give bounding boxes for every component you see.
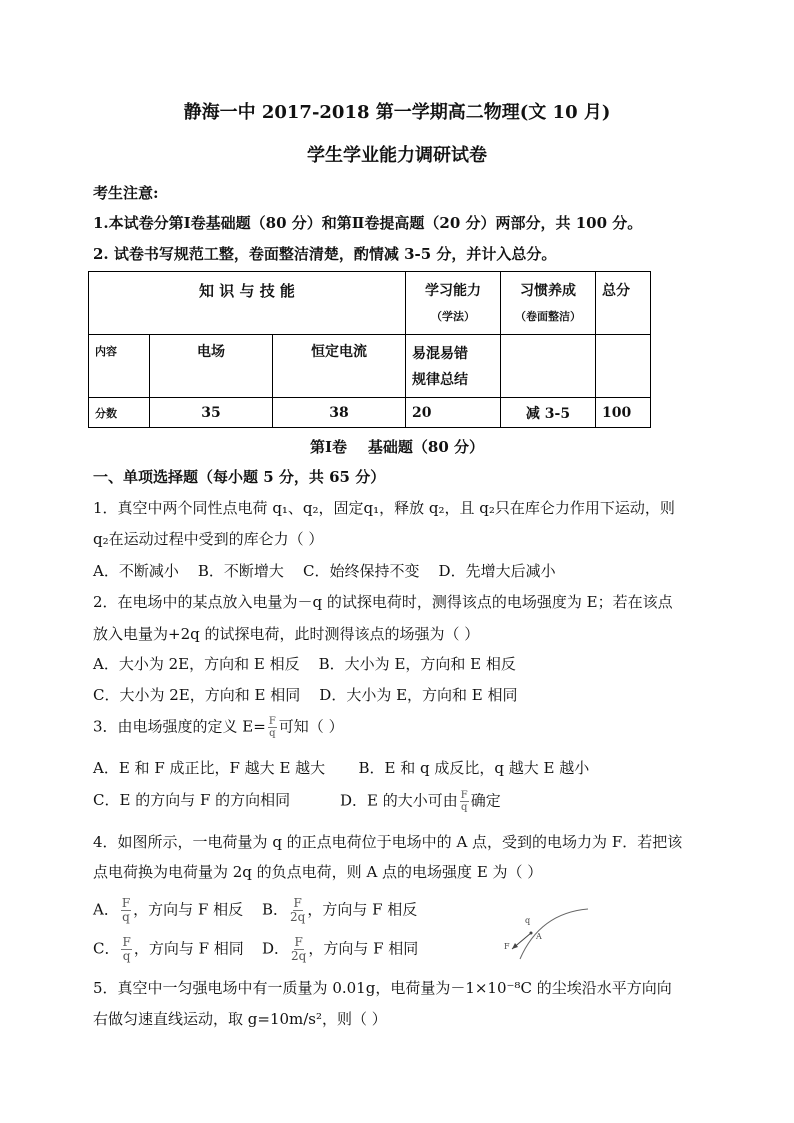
score-ability: 20 <box>406 398 501 428</box>
row-label-score: 分数 <box>89 398 150 428</box>
fig-label-q: q <box>525 916 531 925</box>
q3-stem-text-a: 3．由电场强度的定义 E= <box>93 717 266 736</box>
q4-field-figure <box>500 905 590 960</box>
header-habit <box>501 272 596 335</box>
q3-option-d-fraction <box>460 790 469 813</box>
header-habit-sub: （卷面整洁） <box>515 310 581 323</box>
q3-d-frac-num: F <box>460 790 468 801</box>
header-ability-label: 学习能力 <box>425 283 481 299</box>
q2-options-ab: A．大小为 2E，方向和 E 相反 B．大小为 E，方向和 E 相反 <box>93 655 516 673</box>
q3-option-c: C．E 的方向与 F 的方向相同 <box>93 791 291 809</box>
q3-stem-text-b: 可知（ ） <box>278 717 344 736</box>
page-title: 静海一中 2017-2018 第一学期高二物理(文 10 月) <box>183 102 611 123</box>
q4-c-text: ，方向与 F 相同 <box>133 939 244 958</box>
q4-a-den: q <box>122 910 130 924</box>
q5-stem-1: 5．真空中一匀强电场中有一质量为 0.01g，电荷量为－1×10⁻⁸C 的尘埃沿水平方向向 <box>93 979 672 997</box>
force-arrow-head <box>512 943 518 949</box>
part-heading: 一、单项选择题（每小题 5 分，共 65 分） <box>93 468 386 486</box>
row-label-content: 内容 <box>89 335 150 398</box>
q3-stem <box>93 716 344 739</box>
notice-item-2: 2. 试卷书写规范工整，卷面整洁清楚，酌情减 3-5 分，并计入总分。 <box>93 245 557 263</box>
header-ability <box>406 272 501 335</box>
page-subtitle: 学生学业能力调研试卷 <box>307 145 487 166</box>
score-habit: 减 3-5 <box>501 398 596 428</box>
score-electric-field: 35 <box>150 398 273 428</box>
q4-a-num: F <box>121 896 131 910</box>
q4-stem-2: 点电荷换为电荷量为 2q 的负点电荷，则 A 点的电场强度 E 为（ ） <box>93 863 543 881</box>
q4-d-label: D． <box>262 939 290 958</box>
score-table <box>88 271 651 428</box>
score-current: 38 <box>273 398 406 428</box>
header-habit-label: 习惯养成 <box>520 283 576 299</box>
content-current: 恒定电流 <box>273 335 406 398</box>
q4-option-d <box>262 936 418 963</box>
fig-label-f: F <box>504 942 510 951</box>
q4-c-den: q <box>122 949 131 963</box>
content-habit-empty <box>501 335 596 398</box>
q4-b-label: B． <box>262 900 289 919</box>
q1-stem-2: q₂在运动过程中受到的库仑力（ ） <box>93 530 324 548</box>
q4-d-num: F <box>294 935 303 949</box>
q4-stem-1: 4．如图所示，一电荷量为 q 的正点电荷位于电场中的 A 点，受到的电场力为 F．若把该 <box>93 833 683 851</box>
q4-a-text: ，方向与 F 相反 <box>133 900 244 919</box>
content-electric-field: 电场 <box>150 335 273 398</box>
q2-options-cd: C．大小为 2E，方向和 E 相同 D．大小为 E，方向和 E 相同 <box>93 686 518 704</box>
q5-stem-2: 右做匀速直线运动，取 g=10m/s²，则（ ） <box>93 1010 387 1028</box>
q1-stem-1: 1．真空中两个同性点电荷 q₁、q₂，固定q₁，释放 q₂，且 q₂只在库仑力作用下运动，则 <box>93 499 675 517</box>
section-title: 第Ⅰ卷 基础题（80 分） <box>309 438 484 456</box>
q4-b-text: ，方向与 F 相反 <box>307 900 418 919</box>
q4-a-fraction <box>121 897 131 924</box>
content-total-empty <box>596 335 651 398</box>
q1-options: A．不断减小 B．不断增大 C．始终保持不变 D．先增大后减小 <box>93 562 556 580</box>
fig-label-a: A <box>536 932 542 941</box>
q3-option-d-text-b: 确定 <box>470 791 501 810</box>
notice-item-1: 1.本试卷分第Ⅰ卷基础题（80 分）和第Ⅱ卷提高题（20 分）两部分，共 100 分。 <box>93 214 643 232</box>
q4-c-fraction <box>121 936 131 963</box>
notice-heading: 考生注意: <box>93 184 159 202</box>
q4-option-a <box>93 897 243 924</box>
content-errors-line1: 易混易错 <box>412 346 468 362</box>
q3-frac-num: F <box>268 716 276 727</box>
q3-fraction <box>268 716 277 739</box>
q3-options-ab: A．E 和 F 成正比，F 越大 E 越大 B．E 和 q 成反比，q 越大 E 越小 <box>93 759 590 777</box>
q4-c-label: C． <box>93 939 120 958</box>
content-errors-line2: 规律总结 <box>412 372 468 388</box>
q3-option-d-text-a: D．E 的大小可由 <box>340 791 458 810</box>
q4-d-text: ，方向与 F 相同 <box>308 939 419 958</box>
q4-d-den: 2q <box>291 949 307 963</box>
q3-option-d <box>340 790 501 813</box>
q4-b-fraction <box>290 897 305 924</box>
header-total: 总分 <box>596 272 651 335</box>
score-total: 100 <box>596 398 651 428</box>
q4-c-num: F <box>122 935 131 949</box>
q4-d-fraction <box>291 936 306 963</box>
q2-stem-2: 放入电量为+2q 的试探电荷，此时测得该点的场强为（ ） <box>93 625 480 643</box>
q4-b-den: 2q <box>290 910 306 924</box>
q4-a-label: A． <box>93 900 119 919</box>
q3-frac-den: q <box>269 728 276 739</box>
q3-d-frac-den: q <box>461 802 468 813</box>
q4-b-num: F <box>293 896 302 910</box>
q2-stem-1: 2．在电场中的某点放入电量为－q 的试探电荷时，测得该点的电场强度为 E；若在该点 <box>93 593 673 611</box>
q4-option-b <box>262 897 417 924</box>
q4-option-c <box>93 936 244 963</box>
content-errors <box>406 335 501 398</box>
header-knowledge: 知 识 与 技 能 <box>89 272 406 335</box>
header-ability-sub: （学法） <box>431 310 475 323</box>
